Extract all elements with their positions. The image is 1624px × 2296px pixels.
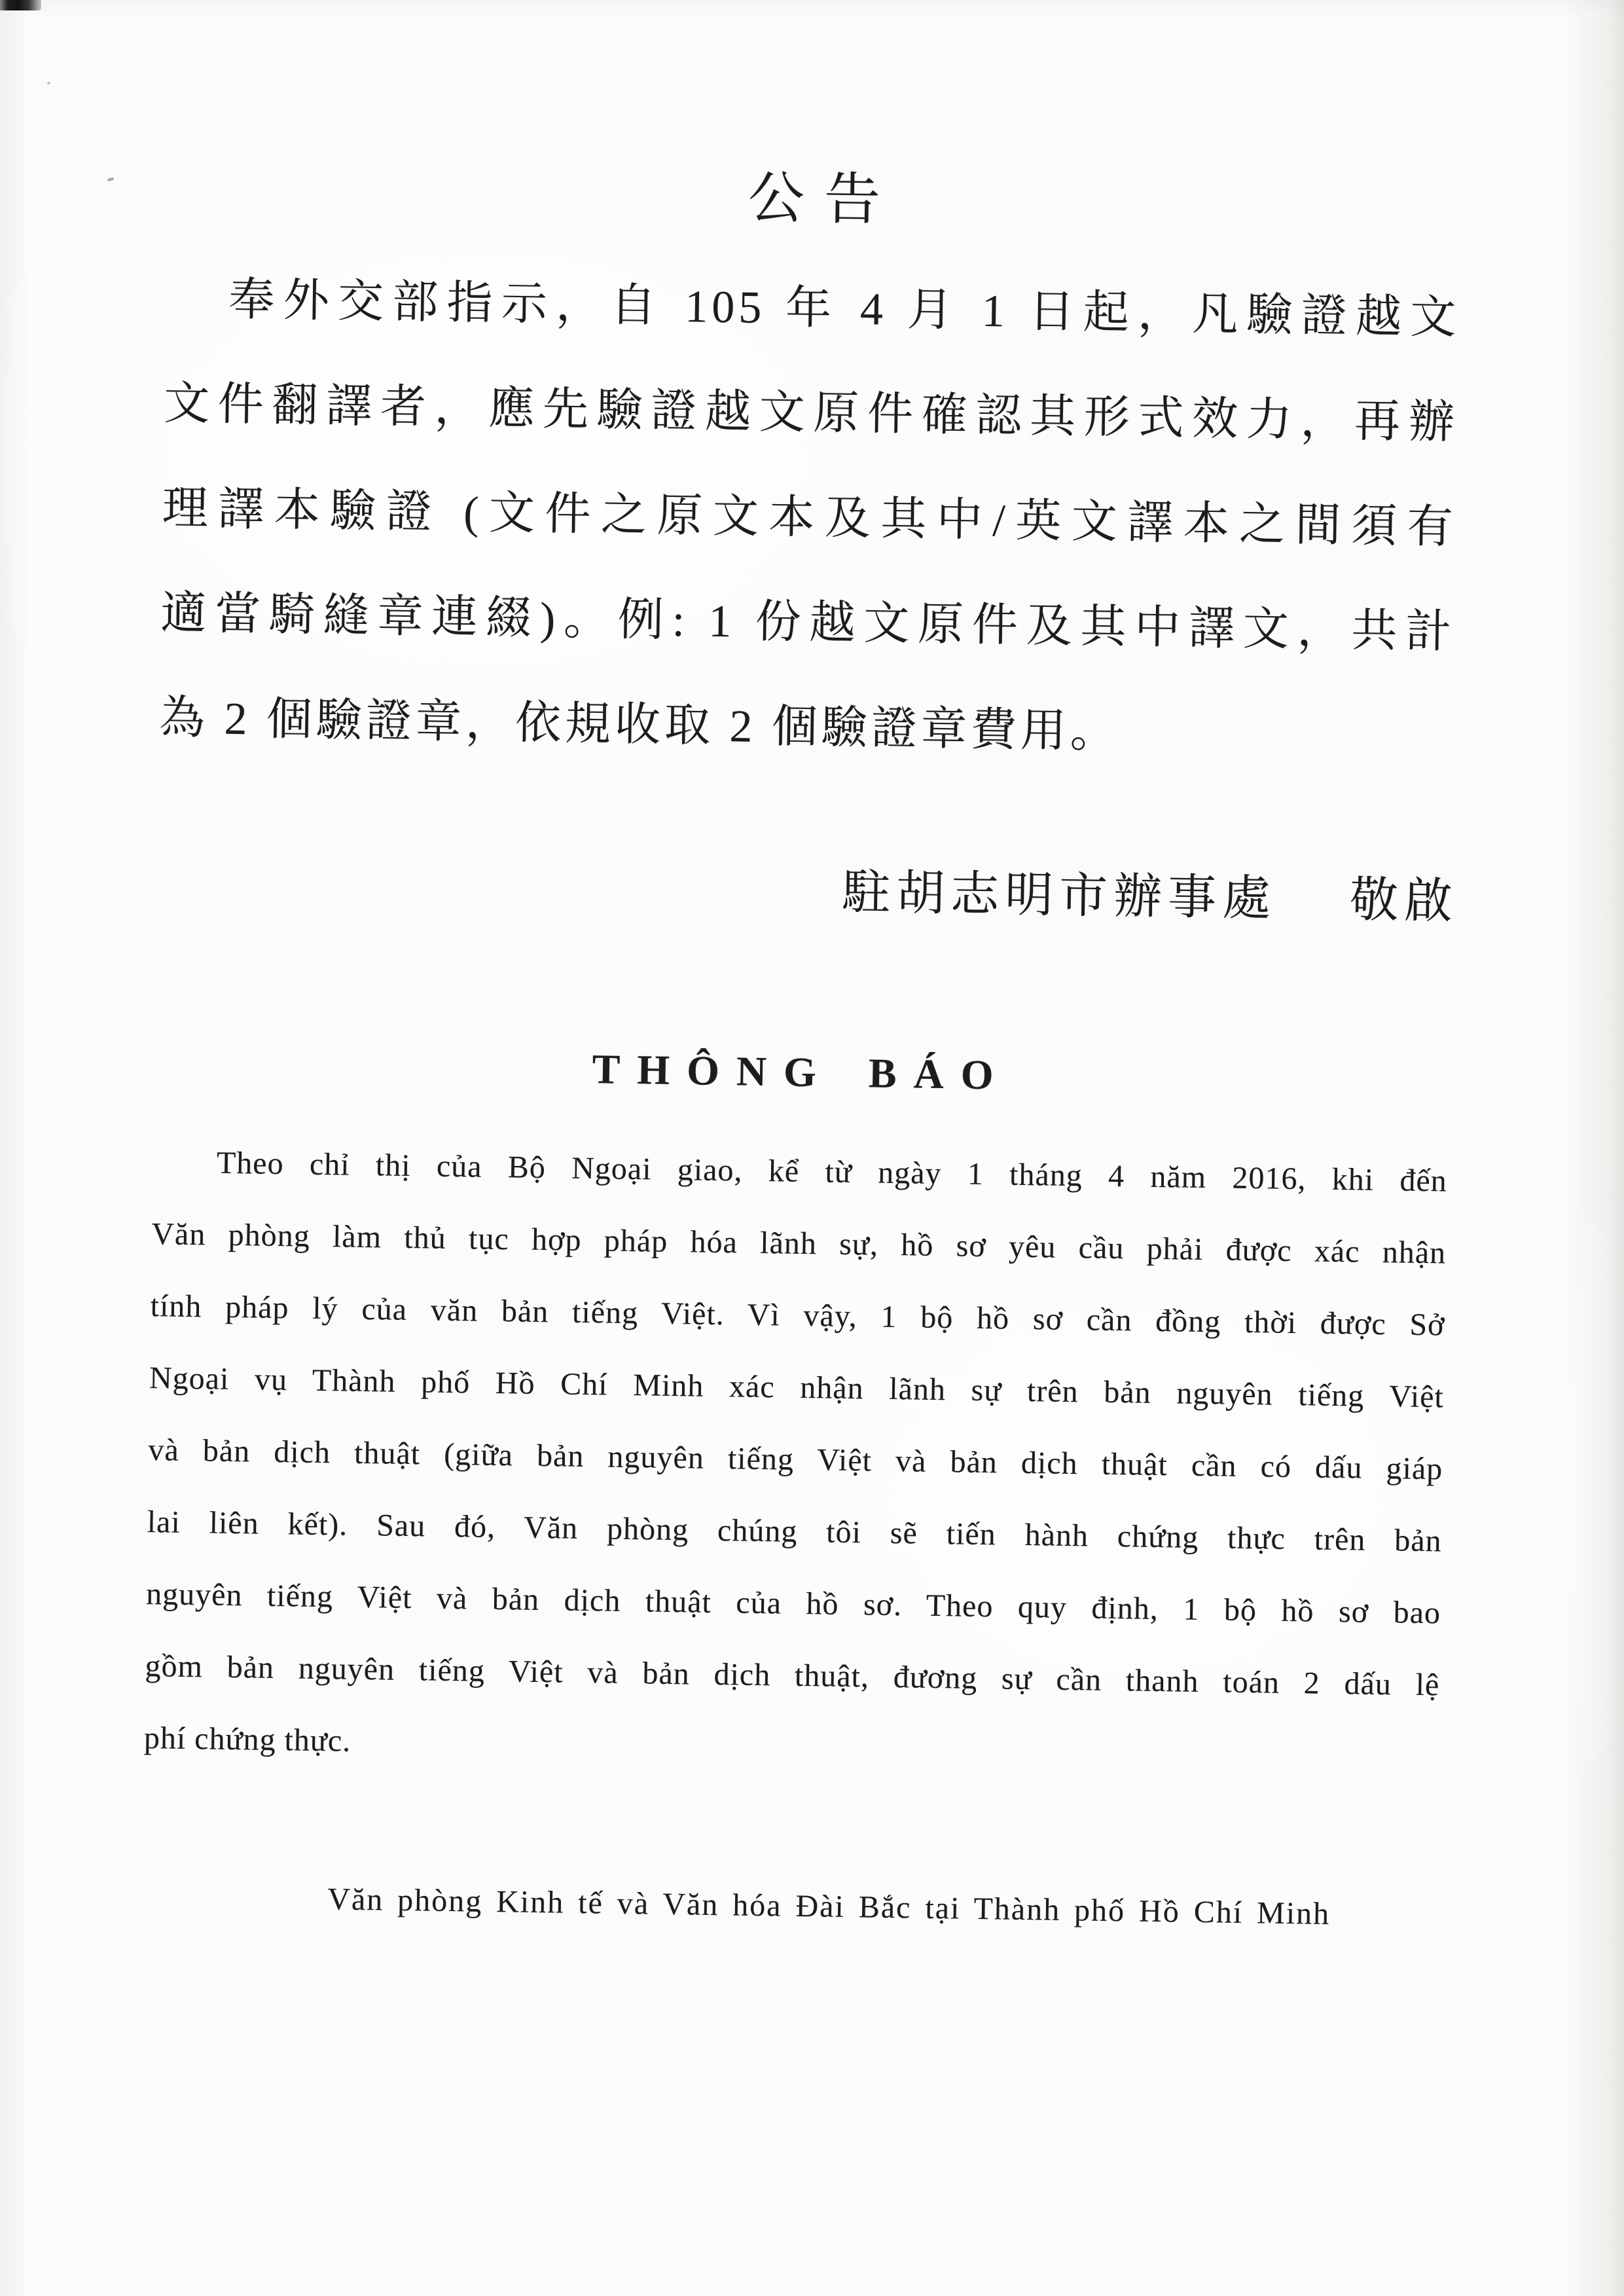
chinese-paragraph-line: 理譯本驗證 (文件之原文本及其中/英文譯本之間須有 <box>162 483 1458 553</box>
chinese-signature-office: 駐胡志明市辦事處 <box>841 866 1277 926</box>
document-content <box>143 0 1465 1932</box>
chinese-paragraph-line: 奉外交部指示，自 105 年 4 月 1 日起，凡驗證越文 <box>228 274 1460 344</box>
vietnamese-signature-line: Văn phòng Kinh tế và Văn hóa Đài Bắc tại Thành phố Hồ Chí Minh <box>327 1882 1331 1932</box>
chinese-paragraph-line: 文件翻譯者，應先驗證越文原件確認其形式效力，再辦 <box>163 378 1459 448</box>
vietnamese-paragraph-line: tính pháp lý của văn bản tiếng Việt. Vì vậy, 1 bộ hồ sơ cần đồng thời được Sở <box>150 1288 1445 1343</box>
vietnamese-paragraph-line: và bản dịch thuật (giữa bản nguyên tiếng Việt và bản dịch thuật cần có dấu giáp <box>148 1432 1443 1487</box>
vietnamese-paragraph-line: Văn phòng làm thủ tục hợp pháp hóa lãnh sự, hồ sơ yêu cầu phải được xác nhận <box>151 1216 1447 1271</box>
vietnamese-paragraph-line: gồm bản nguyên tiếng Việt và bản dịch thuật, đương sự cần thanh toán 2 dấu lệ <box>145 1649 1440 1703</box>
chinese-paragraph-line: 為 2 個驗證章，依規收取 2 個驗證章費用。 <box>158 693 1121 758</box>
chinese-paragraph-line: 適當騎縫章連綴)。例: 1 份越文原件及其中譯文，共計 <box>160 588 1456 658</box>
vietnamese-paragraph-line: phí chứng thực. <box>143 1721 352 1758</box>
vietnamese-paragraph-line: lai liên kết). Sau đó, Văn phòng chúng tôi sẽ tiến hành chứng thực trên bản <box>147 1504 1442 1559</box>
vietnamese-paragraph-line: Ngoại vụ Thành phố Hồ Chí Minh xác nhận lãnh sự trên bản nguyên tiếng Việt <box>149 1360 1445 1415</box>
chinese-signature-line <box>841 857 1459 938</box>
chinese-announcement-paragraph <box>158 247 1461 790</box>
chinese-signature-closing: 敬啟 <box>1349 873 1459 929</box>
vietnamese-paragraph-line: nguyên tiếng Việt và bản dịch thuật của hồ sơ. Theo quy định, 1 bộ hồ sơ bao <box>145 1576 1441 1631</box>
vietnamese-announcement-paragraph <box>143 1126 1447 1793</box>
vietnamese-paragraph-line: Theo chỉ thị của Bộ Ngoại giao, kể từ ngày 1 tháng 4 năm 2016, khi đến <box>216 1145 1448 1199</box>
vietnamese-announcement-title: THÔNG BÁO <box>592 1046 1011 1099</box>
chinese-announcement-title: 公告 <box>748 166 901 232</box>
